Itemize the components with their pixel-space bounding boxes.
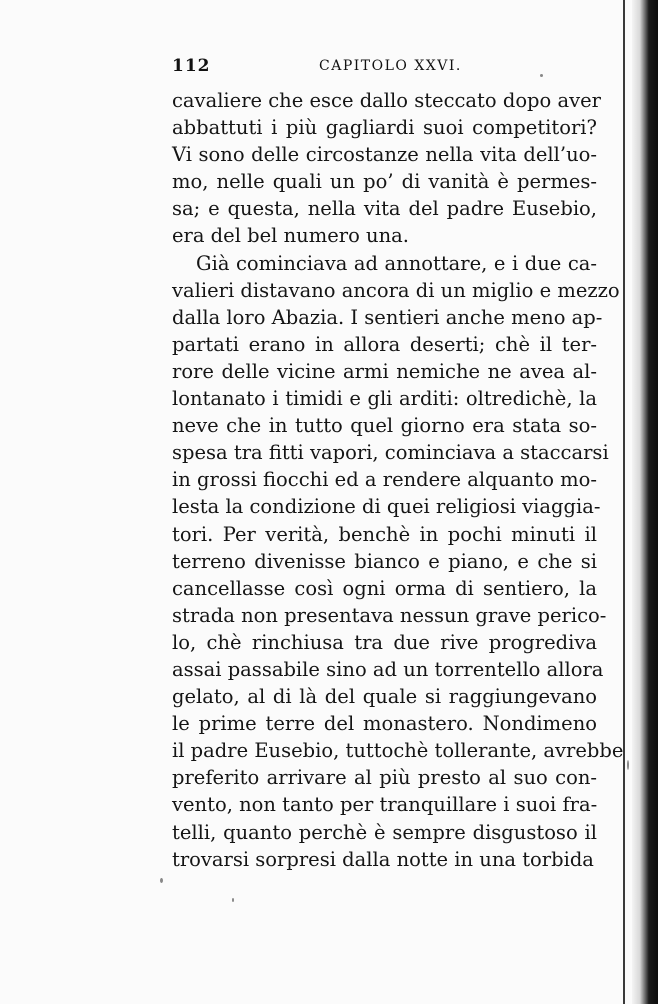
text-line: abbattuti i più gagliardi suoi competitori? bbox=[172, 116, 597, 140]
paper-speck bbox=[540, 74, 543, 77]
text-line: trovarsi sorpresi dalla notte in una torbida bbox=[172, 847, 594, 871]
text-line: terreno divenisse bianco e piano, e che si bbox=[172, 549, 597, 573]
text-line: cavaliere che esce dallo steccato dopo aver bbox=[172, 89, 601, 112]
running-head: CAPITOLO XXVI. bbox=[319, 58, 462, 74]
text-line: in grossi fiocchi ed a rendere alquanto mo- bbox=[172, 468, 597, 492]
text-line: le prime terre del monastero. Nondimeno bbox=[172, 712, 597, 736]
text-line: Vi sono delle circostanze nella vita dell’uo- bbox=[172, 143, 597, 167]
text-line: tori. Per verità, benchè in pochi minuti il bbox=[172, 522, 597, 546]
text-line: partati erano in allora deserti; chè il ter- bbox=[172, 332, 597, 356]
text-line: neve che in tutto quel giorno era stata so- bbox=[172, 414, 597, 438]
text-line: spesa tra fitti vapori, cominciava a staccarsi bbox=[172, 441, 609, 465]
text-line: assai passabile sino ad un torrentello allora bbox=[172, 657, 604, 681]
paper-speck bbox=[160, 878, 163, 883]
paper-speck bbox=[232, 898, 234, 902]
paper-speck bbox=[627, 760, 629, 770]
text-line: dalla loro Abazia. I sentieri anche meno ap- bbox=[172, 305, 603, 329]
page-number: 112 bbox=[172, 56, 211, 76]
body-text bbox=[172, 87, 624, 873]
text-line: strada non presentava nessun grave perico- bbox=[172, 603, 607, 627]
page-header bbox=[172, 56, 602, 82]
text-line: cancellasse così ogni orma di sentiero, la bbox=[172, 576, 597, 600]
text-line: vento, non tanto per tranquillare i suoi fra- bbox=[172, 793, 598, 817]
text-line: telli, quanto perchè è sempre disgustoso il bbox=[172, 820, 597, 844]
text-line: era del bel numero una. bbox=[172, 224, 409, 248]
text-line: il padre Eusebio, tuttochè tollerante, avrebbe bbox=[172, 739, 624, 763]
page-edge-line bbox=[623, 0, 625, 1004]
text-line: gelato, al di là del quale si raggiungevano bbox=[172, 685, 597, 709]
text-line: lo, chè rinchiusa tra due rive progrediva bbox=[172, 630, 597, 654]
text-line: mo, nelle quali un po’ di vanità è permes- bbox=[172, 170, 597, 194]
page-edge-shadow bbox=[632, 0, 658, 1004]
text-line: valieri distavano ancora di un miglio e mezzo bbox=[172, 278, 620, 302]
text-line: sa; e questa, nella vita del padre Eusebio, bbox=[172, 197, 597, 221]
text-line: Già cominciava ad annottare, e i due ca- bbox=[196, 251, 597, 275]
text-line: lesta la condizione di quei religiosi viaggia- bbox=[172, 495, 601, 519]
text-line: rore delle vicine armi nemiche ne avea al- bbox=[172, 359, 597, 383]
text-line: preferito arrivare al più presto al suo con- bbox=[172, 766, 597, 790]
text-line: lontanato i timidi e gli arditi: oltredichè, la bbox=[172, 387, 597, 411]
